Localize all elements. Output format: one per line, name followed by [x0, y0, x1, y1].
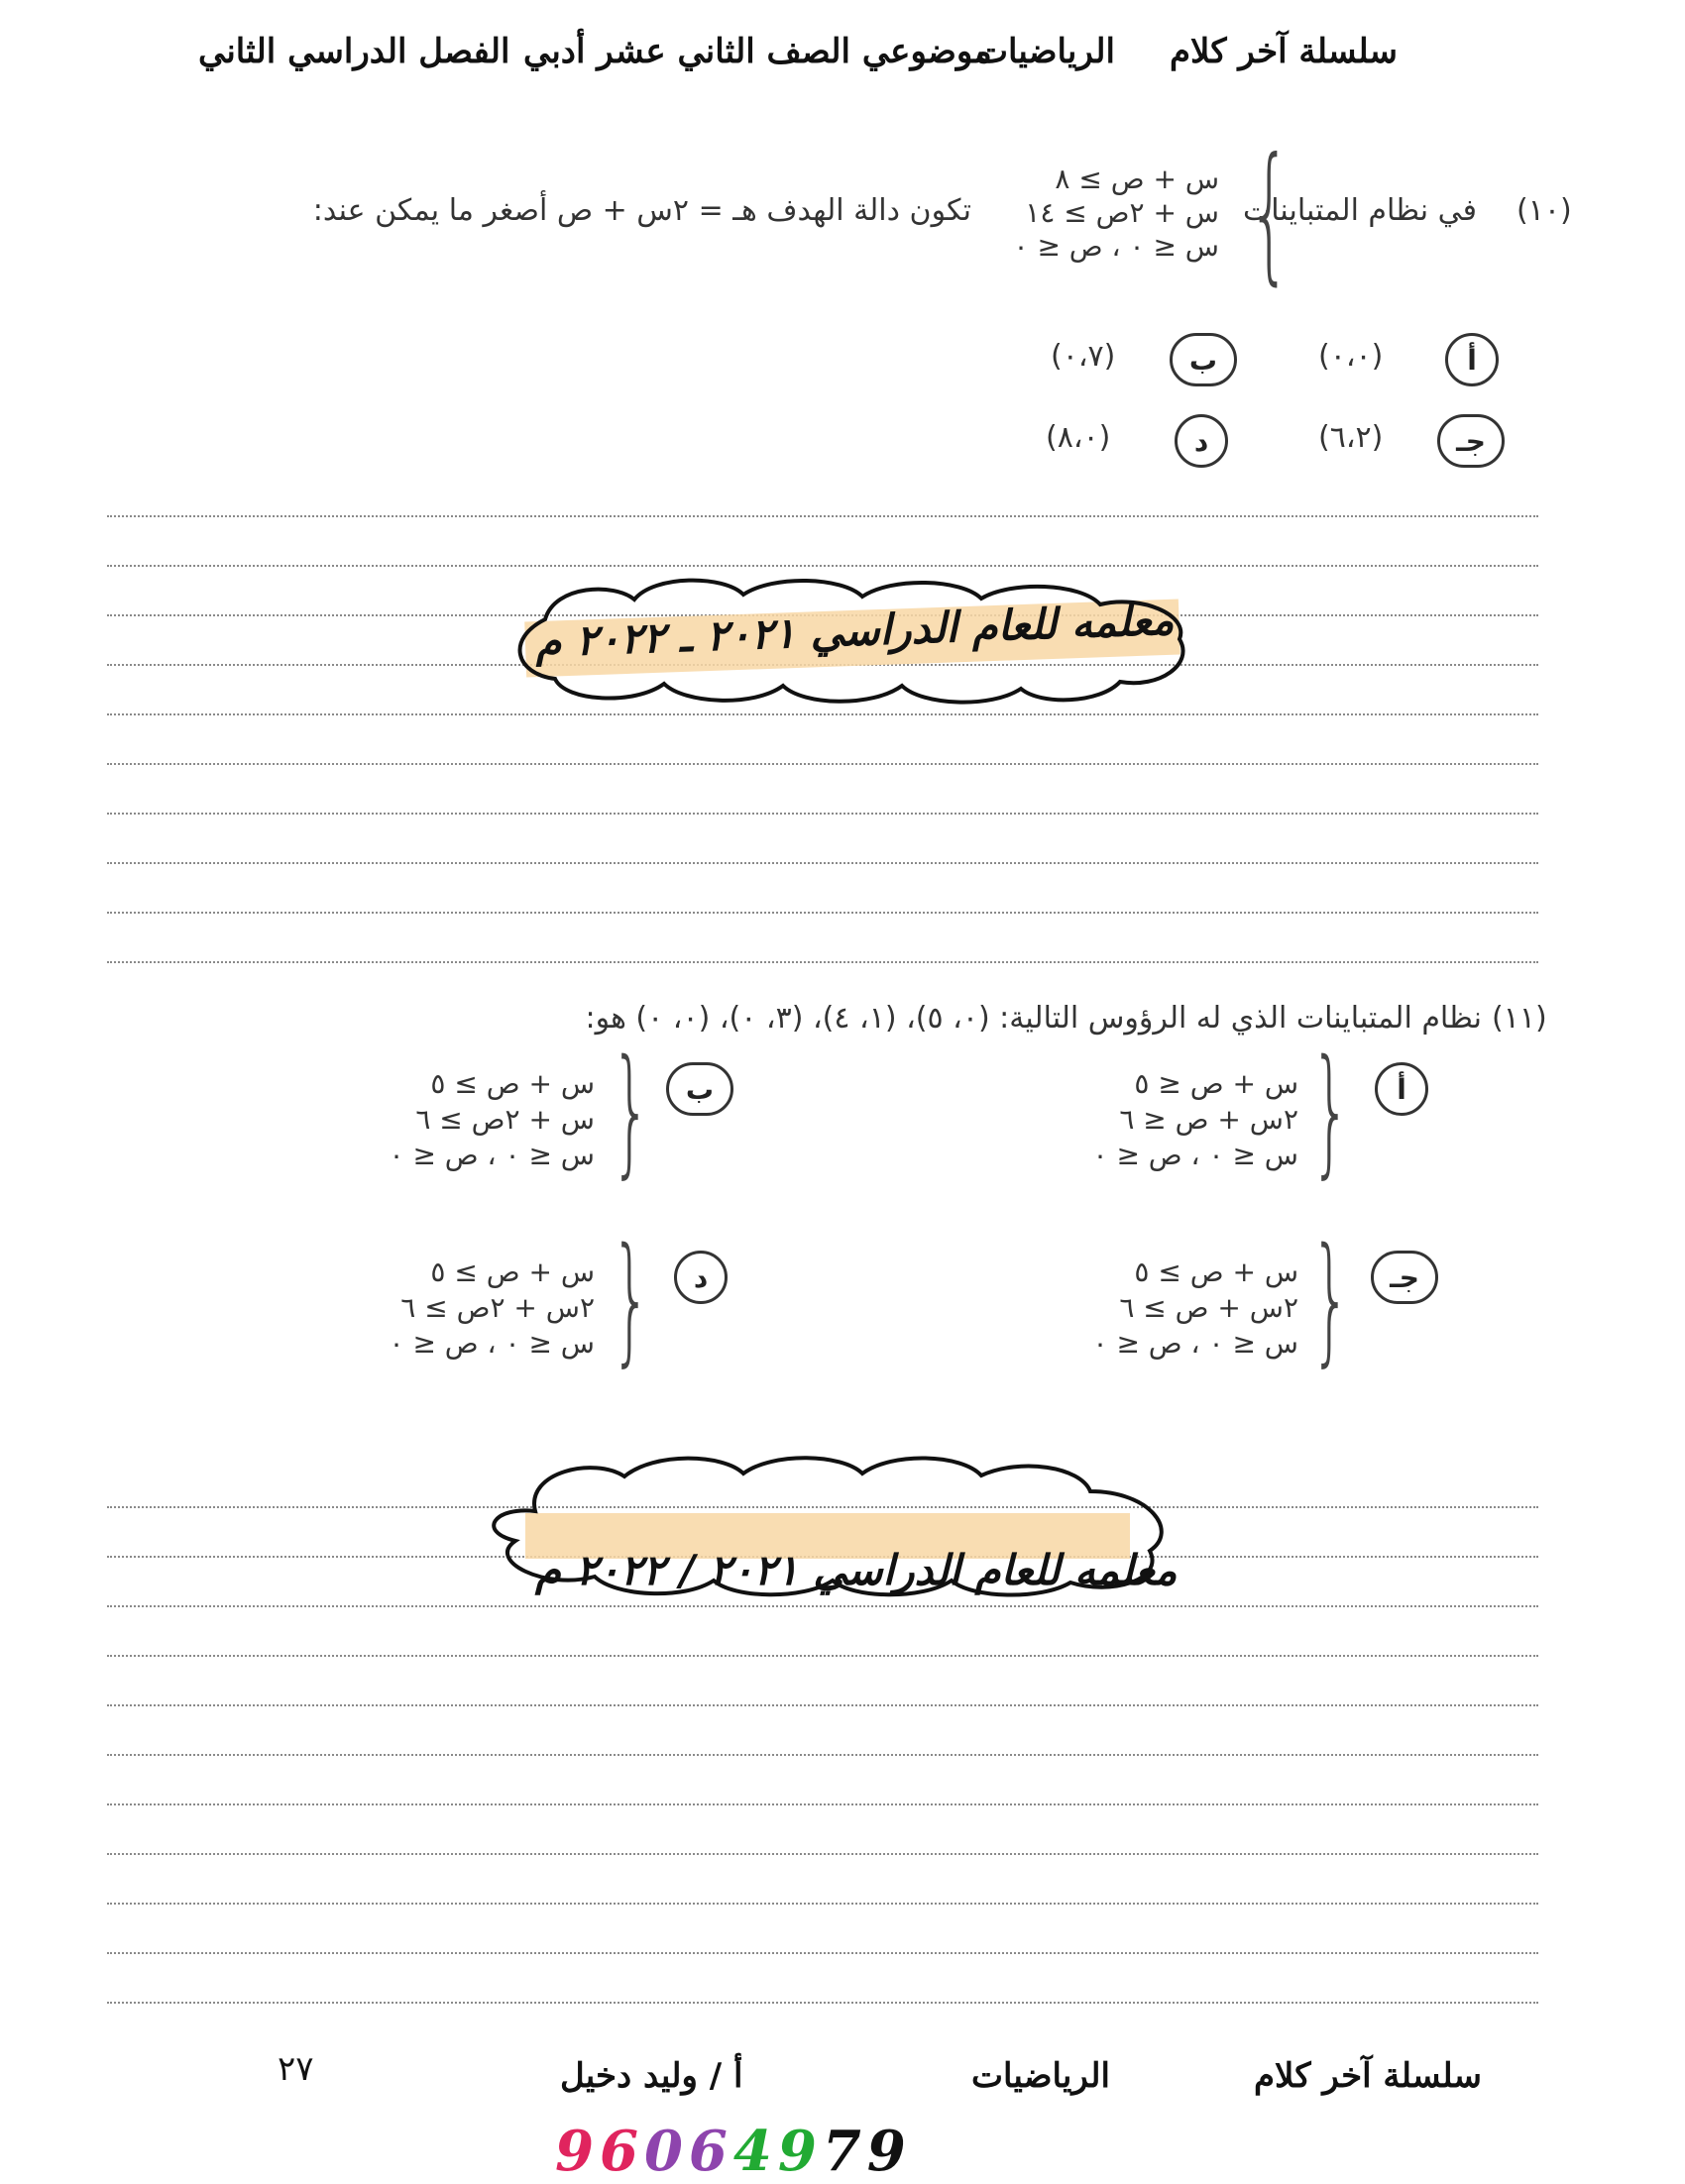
answer-line: [107, 1655, 1538, 1657]
answer-line: [107, 1704, 1538, 1706]
q10-option-a-letter: أ: [1467, 343, 1477, 377]
q11-option-a-circle[interactable]: [1375, 1062, 1428, 1116]
q10-option-a-value: (٠،٠): [1318, 339, 1384, 374]
q10-tail: تكون دالة الهدف هـ = ٢س + ص أصغر ما يمكن عند:: [312, 193, 971, 228]
q10-ineq-2: س + ٢ص ≥ ١٤: [1025, 196, 1219, 229]
stamp-text-1: معلمه للعام الدراسي ٢٠٢١ ـ ٢٠٢٢ م: [534, 595, 1176, 667]
q10-option-c-letter: جـ: [1456, 424, 1486, 458]
header-semester: الفصل الدراسي الثاني: [198, 32, 510, 71]
answer-line: [107, 515, 1538, 517]
phone-digit: 0: [643, 2119, 689, 2184]
page-number: ٢٧: [278, 2049, 314, 2089]
phone-digit: 7: [822, 2119, 867, 2184]
q11-option-d-letter: د: [693, 1260, 709, 1294]
q11-b-line-1: س + ص ≥ ٥: [430, 1067, 595, 1100]
answer-line: [107, 961, 1538, 963]
q11-number: (١١): [1492, 1001, 1547, 1036]
header-topic: موضوعي الصف الثاني عشر أدبي: [523, 32, 992, 71]
answer-line: [107, 912, 1538, 914]
q11-option-d-brace: }: [611, 1219, 651, 1380]
q11-d-line-2: ٢س + ٢ص ≥ ٦: [400, 1291, 595, 1324]
q10-option-d-letter: د: [1193, 424, 1209, 458]
answer-line: [107, 813, 1538, 815]
q11-option-c-brace: }: [1310, 1219, 1351, 1380]
q11-b-line-2: س + ٢ص ≥ ٦: [415, 1103, 595, 1136]
teacher-phone: [555, 2119, 912, 2184]
answer-line: [107, 763, 1538, 765]
answer-line: [107, 1952, 1538, 1954]
answer-line: [107, 1754, 1538, 1756]
answer-line: [107, 2002, 1538, 2004]
q11-option-c-system: [1041, 1247, 1298, 1369]
q11-b-line-3: س ≤ ٠ ، ص ≤ ٠: [389, 1139, 595, 1171]
q10-option-b-letter: ب: [1188, 343, 1218, 377]
q10-option-b-value: (٠،٧): [1051, 339, 1116, 374]
q11-a-line-1: س + ص ≤ ٥: [1134, 1067, 1298, 1100]
phone-digit: 9: [555, 2119, 600, 2184]
footer-series: سلسلة آخر كلام: [1254, 2056, 1482, 2096]
answer-line: [107, 862, 1538, 864]
q11-a-line-2: ٢س + ص ≤ ٦: [1119, 1103, 1298, 1136]
q11-option-b-system: [337, 1058, 595, 1181]
answer-line: [107, 1803, 1538, 1805]
footer-subject: الرياضيات: [971, 2056, 1110, 2096]
q10-system: [961, 154, 1219, 273]
answer-line: [107, 1853, 1538, 1855]
q10-ineq-1: س + ص ≥ ٨: [1055, 163, 1219, 195]
q10-number: (١٠): [1516, 193, 1572, 228]
q11-c-line-3: س ≤ ٠ ، ص ≤ ٠: [1092, 1327, 1298, 1360]
q10-option-d-circle[interactable]: [1175, 414, 1228, 468]
stamp-text-2: معلمه للعام الدراسي ٢٠٢١ / ٢٠٢٢ م: [535, 1546, 1178, 1594]
q11-text: نظام المتباينات الذي له الرؤوس التالية: (٠، ٥)، (١، ٤)، (٣، ٠)، (٠، ٠) هو:: [585, 1001, 1482, 1036]
q11-d-line-1: س + ص ≥ ٥: [430, 1256, 595, 1288]
answer-line: [107, 1605, 1538, 1607]
q11-c-line-2: ٢س + ص ≥ ٦: [1119, 1291, 1298, 1324]
q11-option-a-system: [1041, 1058, 1298, 1181]
phone-digit: 9: [866, 2119, 912, 2184]
phone-digit: 9: [777, 2119, 823, 2184]
q11-d-line-3: س ≤ ٠ ، ص ≤ ٠: [389, 1327, 595, 1360]
q10-option-c-value: (٦،٢): [1318, 420, 1384, 455]
q11-option-b-circle[interactable]: [666, 1062, 733, 1116]
header-series: سلسلة آخر كلام: [1170, 32, 1398, 71]
q10-brace: {: [1248, 127, 1292, 299]
q11-option-b-letter: ب: [685, 1072, 715, 1106]
q10-ineq-3: س ≤ ٠ ، ص ≤ ٠: [1013, 230, 1219, 263]
q11-option-a-brace: }: [1310, 1031, 1351, 1192]
q10-intro: في نظام المتباينات: [1243, 193, 1477, 228]
footer-teacher: أ / وليد دخيل: [560, 2056, 743, 2096]
q10-option-c-circle[interactable]: [1437, 414, 1505, 468]
q10-option-d-value: (٨،٠): [1046, 420, 1111, 455]
q11-option-d-system: [297, 1247, 595, 1369]
q11-a-line-3: س ≤ ٠ ، ص ≤ ٠: [1092, 1139, 1298, 1171]
q11-option-c-circle[interactable]: [1371, 1251, 1438, 1304]
answer-line: [107, 713, 1538, 715]
q11-option-a-letter: أ: [1397, 1072, 1406, 1106]
q11-option-d-circle[interactable]: [674, 1251, 728, 1304]
header-subject: الرياضيات: [976, 32, 1115, 71]
q11-option-c-letter: جـ: [1390, 1260, 1419, 1294]
q10-option-a-circle[interactable]: [1445, 333, 1499, 386]
q11-c-line-1: س + ص ≥ ٥: [1134, 1256, 1298, 1288]
q10-option-b-circle[interactable]: [1170, 333, 1237, 386]
answer-line: [107, 1903, 1538, 1905]
phone-digit: 6: [599, 2119, 644, 2184]
phone-digit: 4: [732, 2119, 778, 2184]
q11-option-b-brace: }: [611, 1031, 651, 1192]
answer-line: [107, 565, 1538, 567]
phone-digit: 6: [688, 2119, 733, 2184]
